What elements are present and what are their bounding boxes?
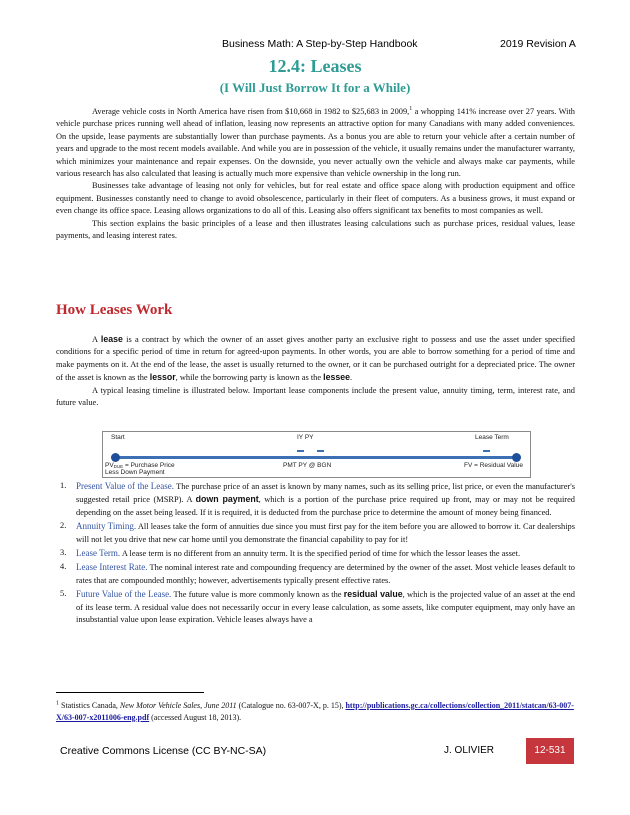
author-label: J. OLIVIER (444, 745, 495, 756)
timeline-pv-label-line2: Less Down Payment (105, 469, 165, 476)
how-leases-work-text (56, 333, 575, 409)
term-lease: lease (100, 334, 123, 344)
component-heading: Present Value of the Lease. (76, 481, 175, 491)
list-item: 2. Annuity Timing. All leases take the form of annuities due since you must first pay for the item before you are allowed to borrow it. Car dealerships will not let you drive that new car home until you demonstrate the financial capability to pay for it! (60, 521, 575, 544)
timeline-intro-paragraph: A typical leasing timeline is illustrated below. Important lease components include the present value, annuity timing, term, interest rate, and future value. (56, 385, 575, 408)
timeline-pv-label: PVDUE = Purchase Price (105, 462, 175, 469)
lease-components-list (56, 480, 575, 627)
timeline-end-point (512, 453, 521, 462)
timeline-start-point (111, 453, 120, 462)
timeline-mid-label: IY PY (297, 434, 314, 441)
intro-paragraph-2: Businesses take advantage of leasing not only for vehicles, but for real estate and office space along with production equipment and office equipment. Businesses constantly need to change to avoid obsolescence, particularly in their fleet of computers. As a business grows, it must expand or even change its office space. Leasing allows organizations to do all of this. Leasing also offers significant tax benefits to most companies as well. (56, 181, 575, 216)
section-subtitle: (I Will Just Borrow It for a While) (219, 80, 411, 95)
footnote-divider (56, 692, 204, 693)
revision-label: 2019 Revision A (500, 38, 576, 50)
footnote: $^1$ Statistics Canada, New Motor Vehicle Sales, June 2011 (Catalogue no. 63-007-X, p. 15), http://publications.gc.ca/collections/collection_2011/statcan/63-007-X/63-007-x2011006-eng.pdf (accessed August 18, 2013). (56, 700, 574, 722)
footnote-source-link[interactable]: http://publications.gc.ca/collections/collection_2011/statcan/63-007-X/63-007-x2011006-eng.pdf (56, 701, 574, 722)
book-title: Business Math: A Step-by-Step Handbook (222, 38, 418, 50)
timeline-end-label: Lease Term (475, 434, 509, 441)
component-heading: Annuity Timing. (76, 521, 137, 532)
footnote-ref[interactable]: 1 (409, 106, 413, 113)
timeline-tick-mid-1 (297, 450, 304, 452)
intro-text (56, 106, 575, 242)
section-title: 12.4: Leases (268, 56, 362, 76)
term-down-payment: down payment (195, 494, 259, 505)
term-lessee: lessee (323, 372, 351, 383)
component-heading: Future Value of the Lease. (76, 589, 172, 600)
term-residual-value: residual value (343, 589, 403, 600)
lease-timeline-figure (102, 431, 531, 478)
how-leases-work-heading: How Leases Work (56, 302, 173, 318)
list-item: 3. Lease Term. A lease term is no different from an annuity term. It is the specified period of time for which the lessor leases the asset. (60, 548, 521, 559)
list-item: 1. Present Value of the Lease. The purchase price of an asset is known by many names, such as its selling price, list price, or even the manufacturer's suggested retail price (MSRP). A down payment, which is a portion of the purchase price required up front, may or may not be required depending on the asset being leased. If it is required, it is deducted from the purchase price to determine the amount of money being financed. (60, 481, 575, 517)
timeline-fv-label: FV = Residual Value (464, 462, 523, 469)
list-item: 5. Future Value of the Lease. The future value is more commonly known as the residual value, which is the projected value of an asset at the end of its lease term. A residual value does not necessarily occur in every lease calculation, as some assets, like computer equipment, may only have an insubstantial value upon lease expiration. Vehicle leases always have a (60, 589, 575, 625)
intro-paragraph-3: This section explains the basic principles of a lease and then illustrates leasing calculations such as purchase prices, residual values, lease payments, and leasing interest rates. (56, 218, 575, 241)
term-lessor: lessor (149, 372, 176, 383)
component-heading: Lease Term. (76, 548, 121, 559)
list-item: 4. Lease Interest Rate. The nominal interest rate and compounding frequency are determined by the owner of the asset. Most vehicle leases default to rates that are compounded monthly; however, advertisements typically present effective rates. (60, 562, 575, 585)
timeline-tick-end (483, 450, 490, 452)
intro-paragraph-1: Average vehicle costs in North America have risen from $10,668 in 1982 to $25,683 in 2009,$^1$ a whopping 141% increase over 27 years. With vehicle purchase prices running well ahead of inflation, leasing now represents an attractive option for many Canadians with many added conveniences. On the upside, lease payments are substantially lower than purchase payments. As a bonus you are able to return your vehicle after a certain number of years and upgrade to the most recent models available. And while you are in possession of the vehicle, it usually remains under the manufacturer warranty, which minimizes your maintenance and repair expenses. On the downside, you never actually own the vehicle and always make car payments, while various research has also calculated that leasing is actually much more expensive than vehicle ownership in the long run. (56, 106, 575, 179)
timeline-start-label: Start (111, 434, 125, 441)
page-number-badge: 12-531 (526, 738, 574, 764)
timeline-axis (113, 456, 518, 459)
timeline-tick-mid-2 (317, 450, 324, 452)
component-heading: Lease Interest Rate. (76, 562, 148, 573)
lease-definition-paragraph: A lease is a contract by which the owner of an asset gives another party an exclusive right to possess and use the asset under specified conditions for a specific period of time in return for agreed-upon payments. In other words, you are able to borrow something for a period of time and make payments on it. At the end of the lease, the asset is usually returned to the owner, or it can be purchased outright for a depreciated price. The owner of the asset is known as the lessor, while the borrowing party is known as the lessee. (56, 334, 575, 383)
timeline-pmt-label: PMT PY @ BGN (283, 462, 332, 469)
license-label: Creative Commons License (CC BY-NC-SA) (60, 745, 267, 757)
